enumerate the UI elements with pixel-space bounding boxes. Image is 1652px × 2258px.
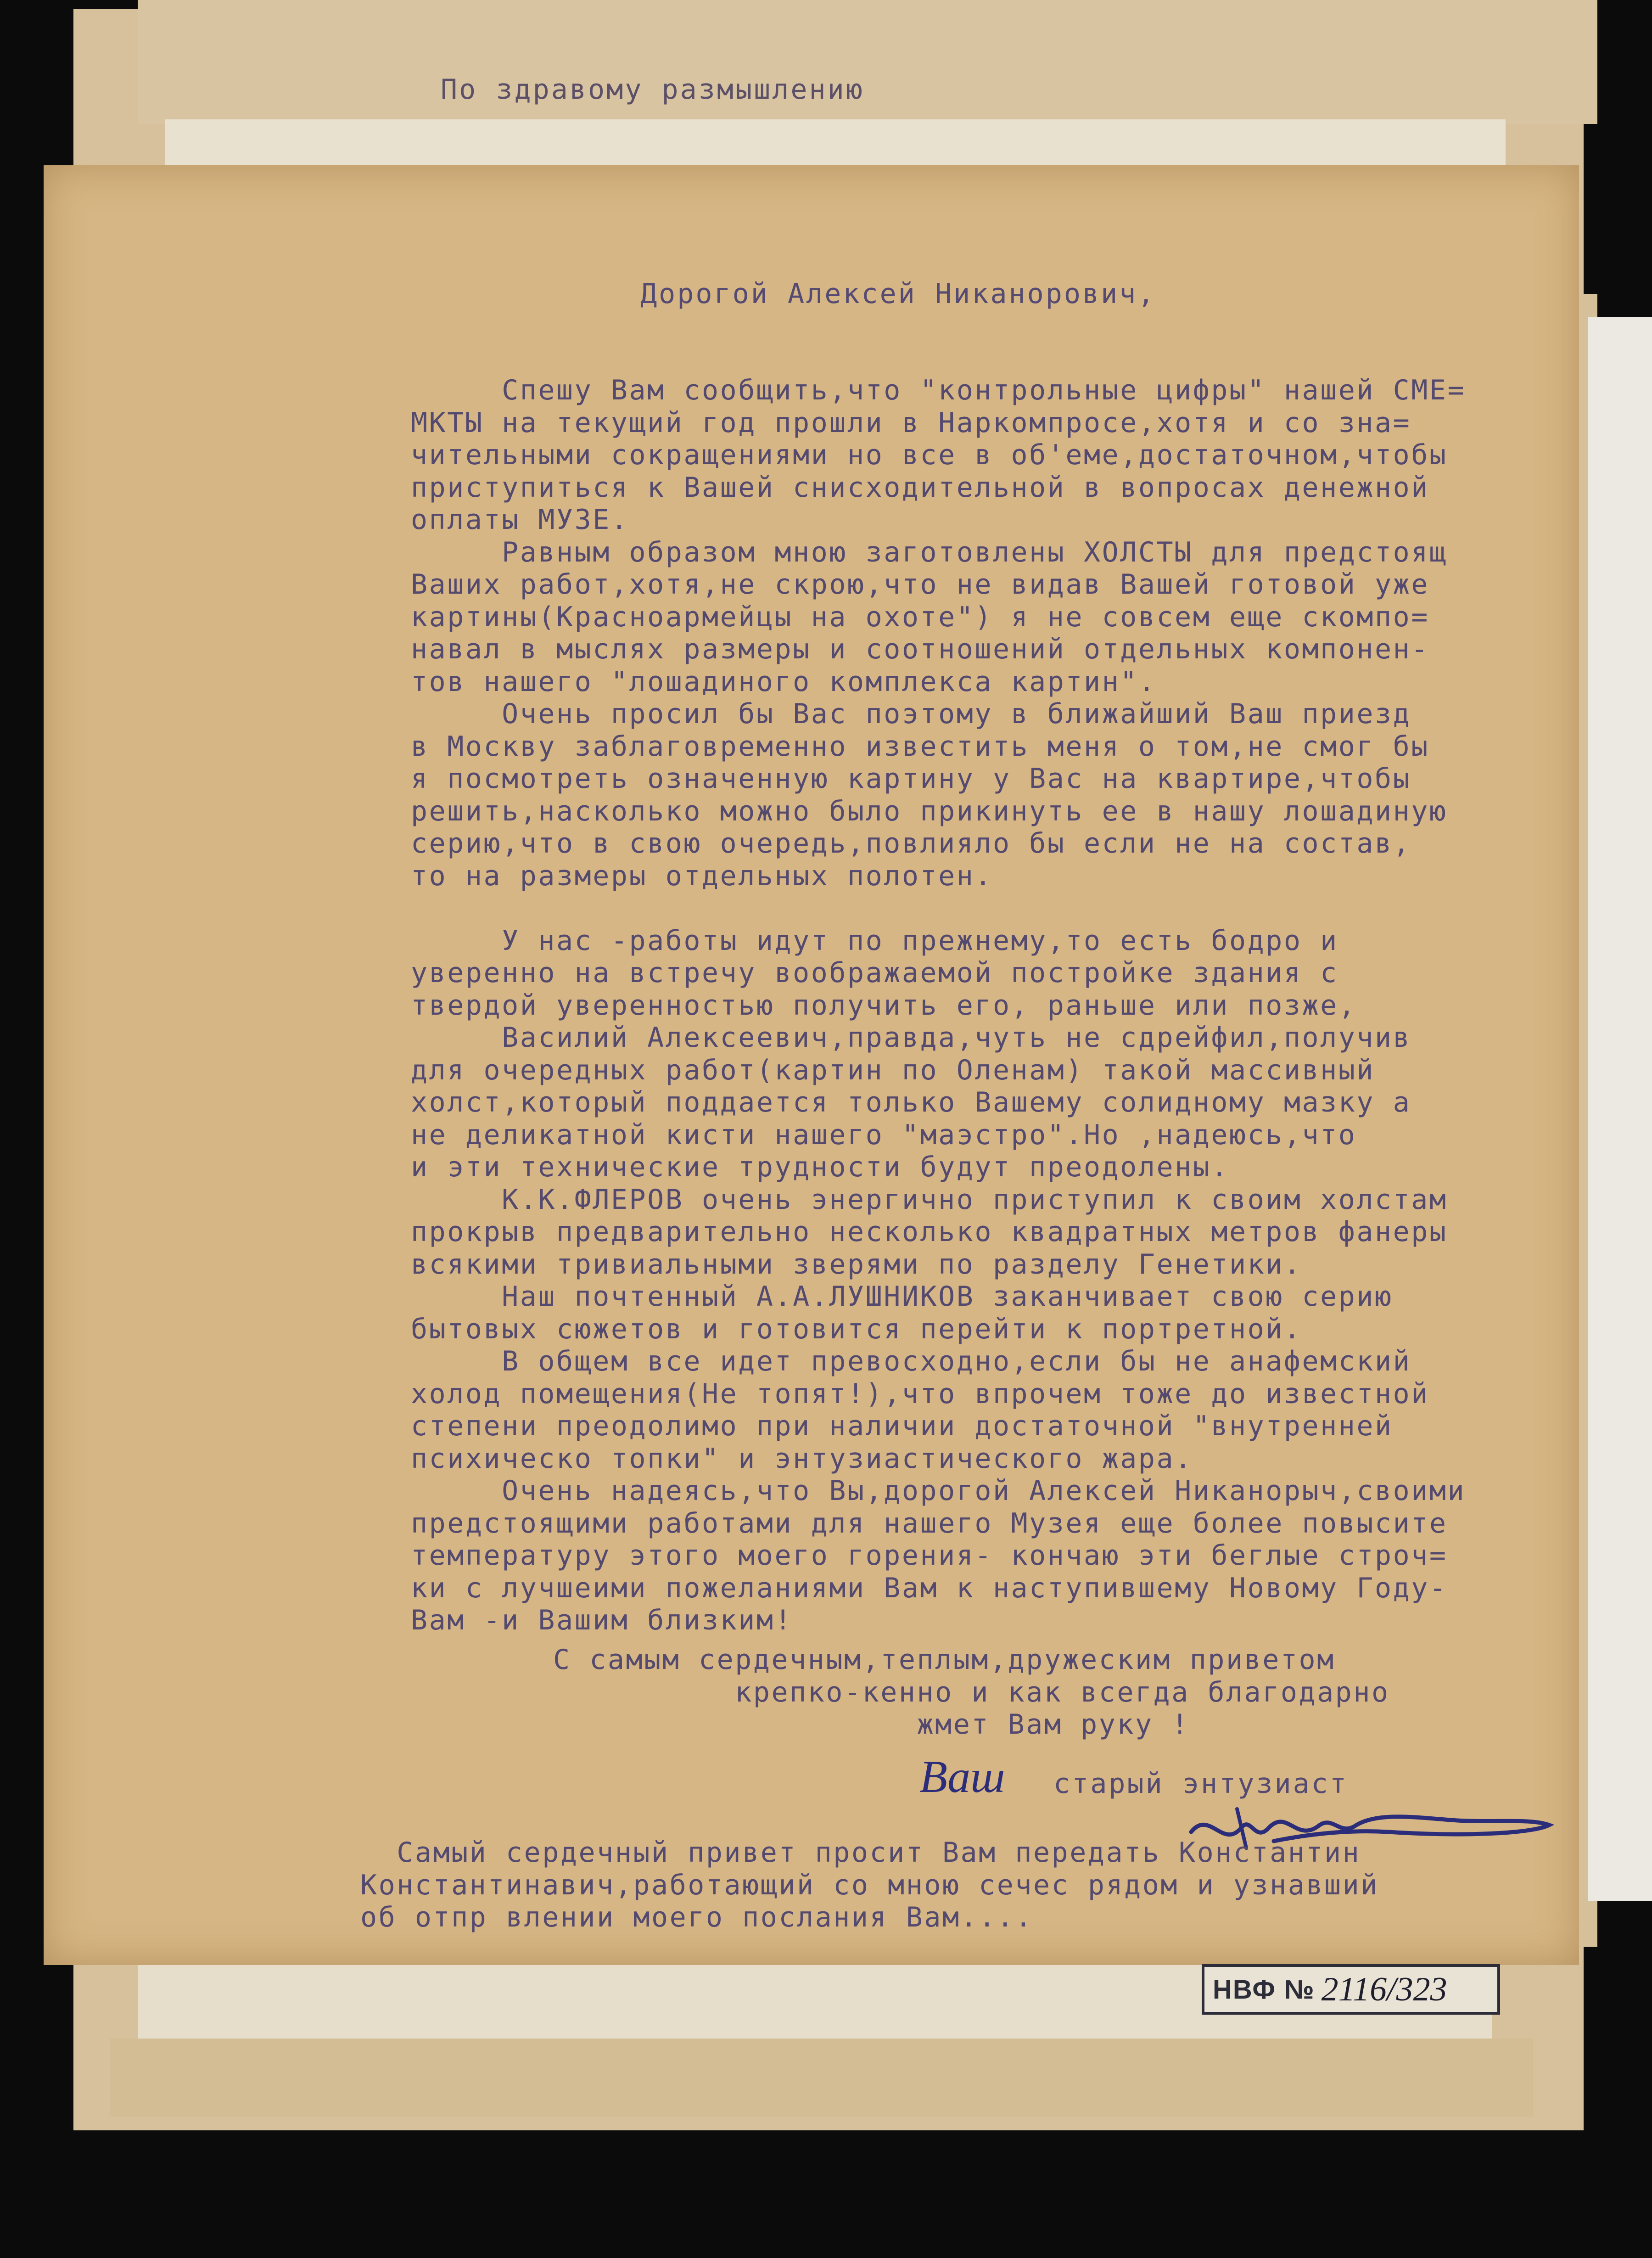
background-sheet-top [138, 0, 1597, 124]
body-line: серию,что в свою очередь,повлияло бы если не на состав, [411, 827, 1411, 859]
body-line: картины(Красноармейцы на охоте") я не совсем еще скомпо= [411, 601, 1429, 633]
stamp-prefix: НВФ № [1213, 1974, 1315, 2005]
signature-caption: старый энтузиаст [1053, 1768, 1348, 1800]
body-line: психическо топки" и энтузиастического жара. [411, 1442, 1193, 1475]
body-line: холод помещения(Не топят!),что впрочем тоже до известной [411, 1377, 1429, 1410]
body-line: Вам -и Вашим близким! [411, 1604, 793, 1636]
background-sheet-text: По здравому размышлению [441, 73, 864, 106]
body-line: предстоящими работами для нашего Музея еще более повысите [411, 1507, 1448, 1539]
body-line: не деликатной кисти нашего "маэстро".Но ,надеюсь,что [411, 1118, 1357, 1151]
body-line: Ваших работ,хотя,не скрою,что не видав Вашей готовой уже [411, 568, 1429, 601]
body-line: Наш почтенный А.А.ЛУШНИКОВ заканчивает свою серию [411, 1281, 1393, 1313]
archive-stamp [1202, 1964, 1500, 2015]
closing-line: крепко-кенно и как всегда благодарно [553, 1676, 1390, 1708]
body-line: ки с лучшеими пожеланиями Вам к наступившему Новому Году- [411, 1572, 1448, 1604]
postscript [360, 1837, 1652, 1934]
body-line: К.К.ФЛЕРОВ очень энергично приступил к своим холстам [411, 1183, 1448, 1216]
body-line: холст,который поддается только Вашему солидному мазку а [411, 1086, 1411, 1118]
stamp-number: 2116/323 [1321, 1970, 1447, 2008]
body-line: Равным образом мною заготовлены ХОЛСТЫ для предстоящ [411, 536, 1448, 568]
body-line: я посмотреть означенную картину у Вас на квартире,чтобы [411, 763, 1411, 795]
letter-closing [553, 1644, 1652, 1741]
body-line: Очень просил бы Вас поэтому в ближайший Ваш приезд [411, 698, 1411, 730]
body-line: твердой уверенностью получить его, раньше или позже, [411, 989, 1357, 1022]
body-line: Спешу Вам сообщить,что "контрольные цифры" нашей СМЕ= [411, 374, 1466, 406]
postscript-line: об отпр влении моего послания Вам.... [360, 1901, 1034, 1933]
body-line: тов нашего "лошадиного комплекса картин". [411, 665, 1157, 698]
body-line: чительными сокращениями но все в об'еме,достаточном,чтобы [411, 439, 1448, 471]
handwritten-prefix-text: Ваш [919, 1751, 1005, 1802]
body-line: В общем все идет превосходно,если бы не анафемский [411, 1345, 1411, 1377]
closing-line: С самым сердечным,теплым,дружеским приветом [553, 1644, 1335, 1676]
salutation: Дорогой Алексей Никанорович, [640, 278, 1156, 310]
letter-body [411, 374, 1652, 1637]
body-line: степени преодолимо при наличии достаточной "внутренней [411, 1410, 1393, 1442]
handwritten-prefix [916, 1747, 1049, 1807]
body-line: Очень надеясь,что Вы,дорогой Алексей Никанорыч,своими [411, 1475, 1466, 1507]
body-line: температуру этого моего горения- кончаю эти беглые строч= [411, 1539, 1448, 1572]
body-line: бытовых сюжетов и готовится перейти к портретной. [411, 1313, 1302, 1345]
body-line: навал в мыслях размеры и соотношений отдельных компонен- [411, 633, 1429, 665]
body-line: то на размеры отдельных полотен. [411, 859, 993, 892]
body-line: прокрыв предварительно несколько квадратных метров фанеры [411, 1216, 1448, 1248]
body-line: и эти технические трудности будут преодолены. [411, 1151, 1230, 1183]
body-line: уверенно на встречу воображаемой постройке здания с [411, 957, 1338, 989]
body-line: МКТЫ на текущий год прошли в Наркомпросе,хотя и со зна= [411, 406, 1411, 439]
body-line: решить,насколько можно было прикинуть ее в нашу лошадиную [411, 795, 1448, 827]
body-line: для очередных работ(картин по Оленам) такой массивный [411, 1054, 1375, 1086]
closing-line: жмет Вам руку ! [553, 1708, 1190, 1741]
body-line: оплаты МУЗЕ. [411, 504, 629, 536]
body-line: всякими тривиальными зверями по разделу Генетики. [411, 1248, 1302, 1281]
postscript-line: Константинавич,работающий со мною сечес рядом и узнавший [360, 1869, 1379, 1901]
body-line [411, 892, 1652, 925]
body-line: в Москву заблаговременно известить меня о том,не смог бы [411, 730, 1429, 763]
postscript-line: Самый сердечный привет просит Вам передать Константин [360, 1837, 1361, 1869]
body-line: приступиться к Вашей снисходительной в вопросах денежной [411, 471, 1429, 504]
letter-page [44, 165, 1579, 1965]
body-line: У нас -работы идут по прежнему,то есть бодро и [411, 924, 1338, 957]
body-line: Василий Алексеевич,правда,чуть не сдрейфил,получив [411, 1022, 1411, 1054]
background-sheet-bottom-tan [110, 2039, 1533, 2117]
